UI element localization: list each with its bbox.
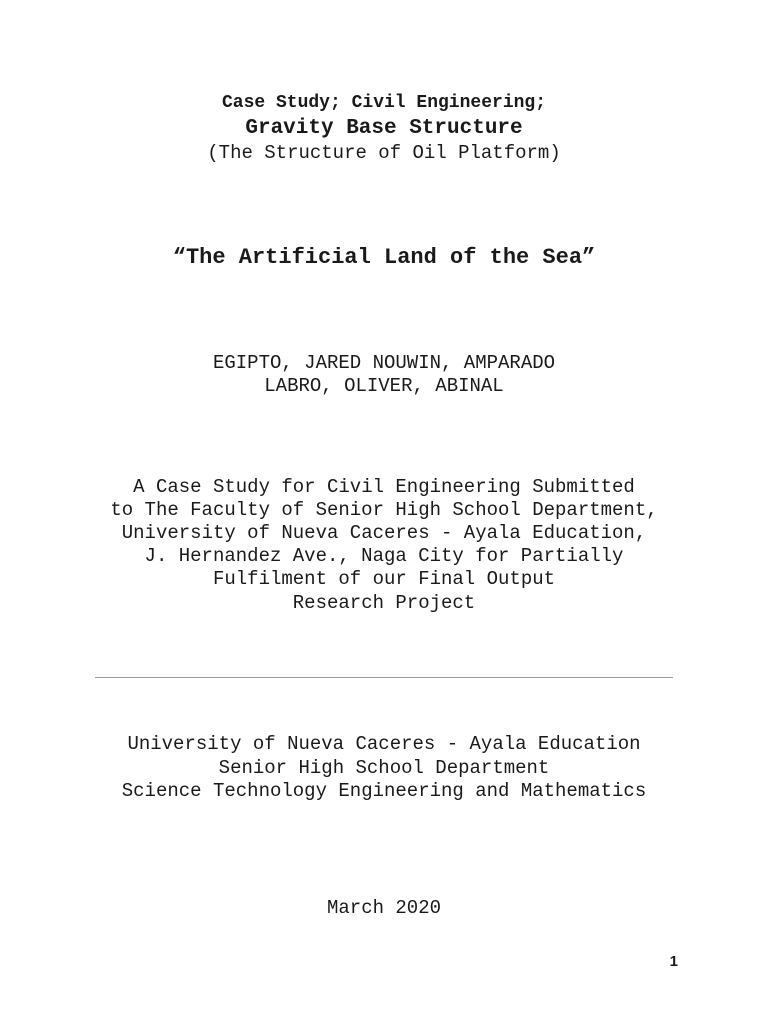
- horizontal-divider: [95, 677, 673, 678]
- description-line: Fulfilment of our Final Output: [212, 568, 556, 590]
- case-study-label: Case Study; Civil Engineering;: [221, 93, 547, 113]
- structure-title: Gravity Base Structure: [245, 117, 523, 140]
- institution-line: University of Nueva Caceres - Ayala Education: [127, 733, 641, 755]
- institution-line: Senior High School Department: [218, 757, 550, 779]
- description-line: A Case Study for Civil Engineering Submitted: [133, 476, 635, 498]
- description-line: University of Nueva Caceres - Ayala Education,: [121, 522, 647, 544]
- institution-line: Science Technology Engineering and Mathematics: [121, 780, 647, 802]
- structure-subtitle: (The Structure of Oil Platform): [207, 142, 561, 164]
- author-line: LABRO, OLIVER, ABINAL: [264, 375, 504, 397]
- description-line: Research Project: [292, 592, 476, 614]
- description-line: J. Hernandez Ave., Naga City for Partially: [144, 545, 624, 567]
- description-line: to The Faculty of Senior High School Department,: [110, 499, 658, 521]
- author-line: EGIPTO, JARED NOUWIN, AMPARADO: [212, 352, 556, 374]
- submission-date: March 2020: [326, 897, 442, 919]
- main-title: “The Artificial Land of the Sea”: [172, 245, 596, 270]
- page-number: 1: [669, 953, 678, 970]
